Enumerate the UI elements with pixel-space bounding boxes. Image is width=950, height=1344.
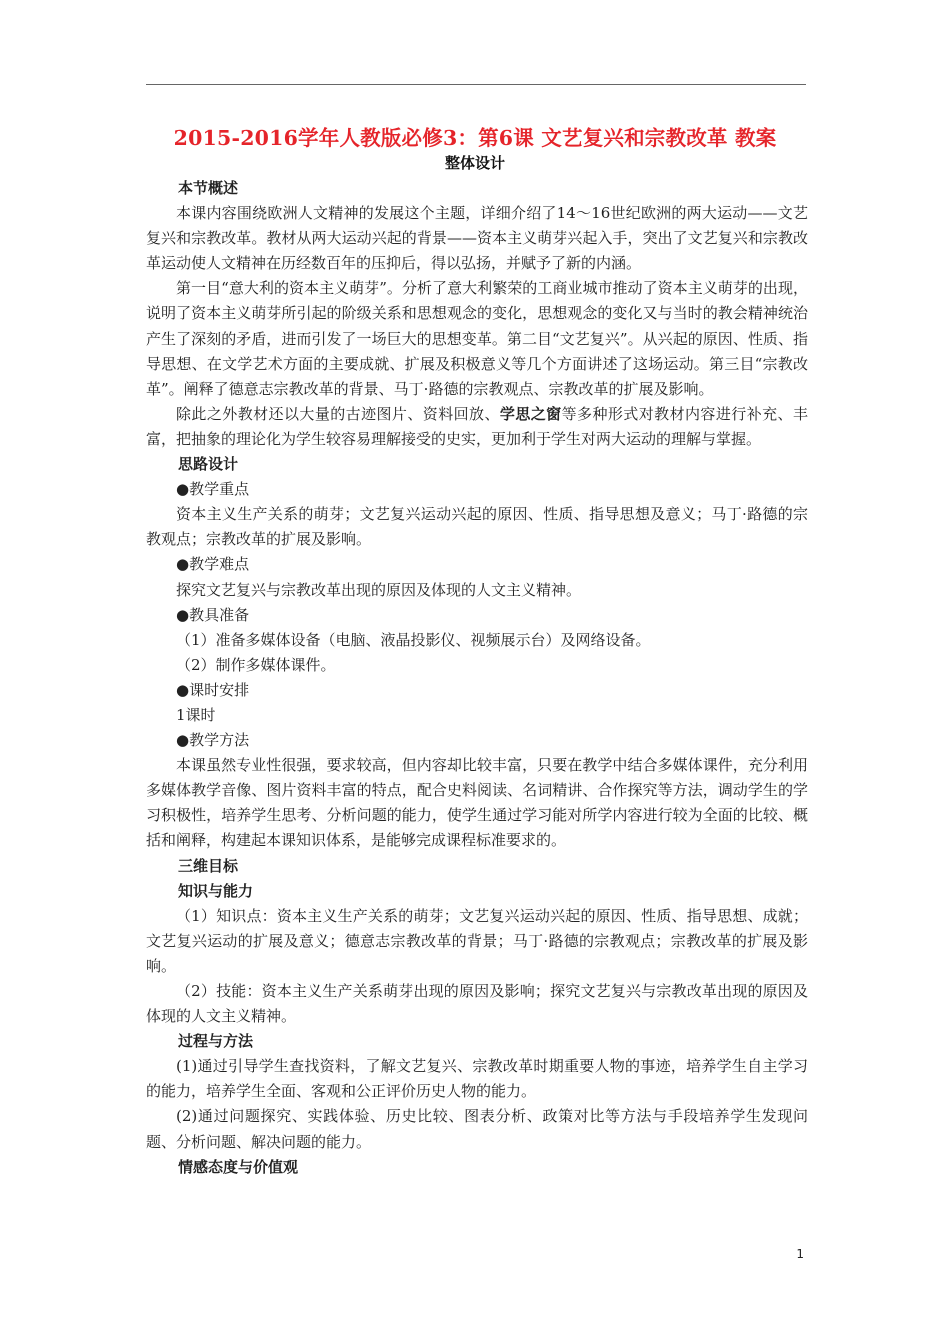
paragraph: 本课虽然专业性很强，要求较高，但内容却比较丰富，只要在教学中结合多媒体课件，充分利用多媒体教学音像、图片资料丰富的特点，配合史料阅读、名词精讲、合作探究等方法，调动学生的学习积极性，培养学生思考、分析问题的能力，使学生通过学习能对所学内容进行较为全面的比较、概括和阐释，构建起本课知识体系，是能够完成课程标准要求的。: [146, 756, 808, 850]
paragraph: 探究文艺复兴与宗教改革出现的原因及体现的人文主义精神。: [176, 580, 582, 599]
paragraph: 资本主义生产关系的萌芽；文艺复兴运动兴起的原因、性质、指导思想及意义；马丁·路德的宗教观点；宗教改革的扩展及影响。: [146, 505, 808, 549]
paragraph: 1课时: [176, 705, 216, 724]
list-item: (2)通过问题探究、实践体验、历史比较、图表分析、政策对比等方法与手段培养学生发现问题、分析问题、解决问题的能力。: [146, 1107, 808, 1151]
paragraph: [146, 402, 808, 452]
paragraph: 本课内容围绕欧洲人文精神的发展这个主题，详细介绍了14～16世纪欧洲的两大运动——文艺复兴和宗教改革。教材从两大运动兴起的背景——资本主义萌芽兴起入手，突出了文艺复兴和宗教改革运动使人文精神在历经数百年的压抑后，得以弘扬，并赋予了新的内涵。: [146, 204, 808, 273]
list-item: （2）制作多媒体课件。: [176, 655, 336, 674]
section-heading-design: 思路设计: [178, 455, 239, 474]
list-item: （1）准备多媒体设备（电脑、液晶投影仪、视频展示台）及网络设备。: [176, 630, 651, 649]
bullet-heading: ●教学难点: [176, 555, 250, 574]
bullet-heading: ●教学方法: [176, 731, 250, 750]
bullet-heading: ●教学重点: [176, 480, 250, 499]
paragraph-text: 除此之外教材还以大量的古迹图片、资料回放、: [176, 404, 500, 423]
bold-term: 学思之窗: [499, 404, 562, 423]
bullet-heading: ●课时安排: [176, 680, 250, 699]
subheading-knowledge: 知识与能力: [178, 881, 254, 900]
list-item: （2）技能：资本主义生产关系萌芽出现的原因及影响；探究文艺复兴与宗教改革出现的原因及体现的人文主义精神。: [146, 982, 808, 1026]
list-item: (1)通过引导学生查找资料，了解文艺复兴、宗教改革时期重要人物的事迹，培养学生自主学习的能力，培养学生全面、客观和公正评价历史人物的能力。: [146, 1057, 808, 1101]
bullet-heading: ●教具准备: [176, 605, 250, 624]
section-heading-overview: 本节概述: [178, 179, 239, 197]
subheading-values: 情感态度与价值观: [178, 1157, 299, 1176]
page-number: 1: [796, 1247, 804, 1261]
paragraph-text: 等多种形式对教材内容进行补充、丰富，把抽象的理论化为学生较容易理解接受的史实，更加利于学生对两大运动的理解与掌握。: [146, 404, 808, 448]
header-rule: [146, 84, 806, 85]
document-title: 2015-2016学年人教版必修3：第6课 文艺复兴和宗教改革 教案: [173, 126, 777, 150]
list-item: （1）知识点：资本主义生产关系的萌芽；文艺复兴运动兴起的原因、性质、指导思想、成就；文艺复兴运动的扩展及意义；德意志宗教改革的背景；马丁·路德的宗教观点；宗教改革的扩展及影响。: [146, 906, 808, 975]
document-subtitle: 整体设计: [444, 154, 505, 172]
paragraph: 第一目“意大利的资本主义萌芽”。分析了意大利繁荣的工商业城市推动了资本主义萌芽的出现，说明了资本主义萌芽所引起的阶级关系和思想观念的变化，思想观念的变化又与当时的教会精神统治产生了深刻的矛盾，进而引发了一场巨大的思想变革。第二目“文艺复兴”。从兴起的原因、性质、指导思想、在文学艺术方面的主要成就、扩展及积极意义等几个方面讲述了这场运动。第三目“宗教改革”。阐释了德意志宗教改革的背景、马丁·路德的宗教观点、宗教改革的扩展及影响。: [146, 279, 808, 398]
section-heading-objectives: 三维目标: [178, 856, 239, 875]
subheading-process: 过程与方法: [178, 1032, 254, 1051]
document-body: [146, 176, 808, 1180]
